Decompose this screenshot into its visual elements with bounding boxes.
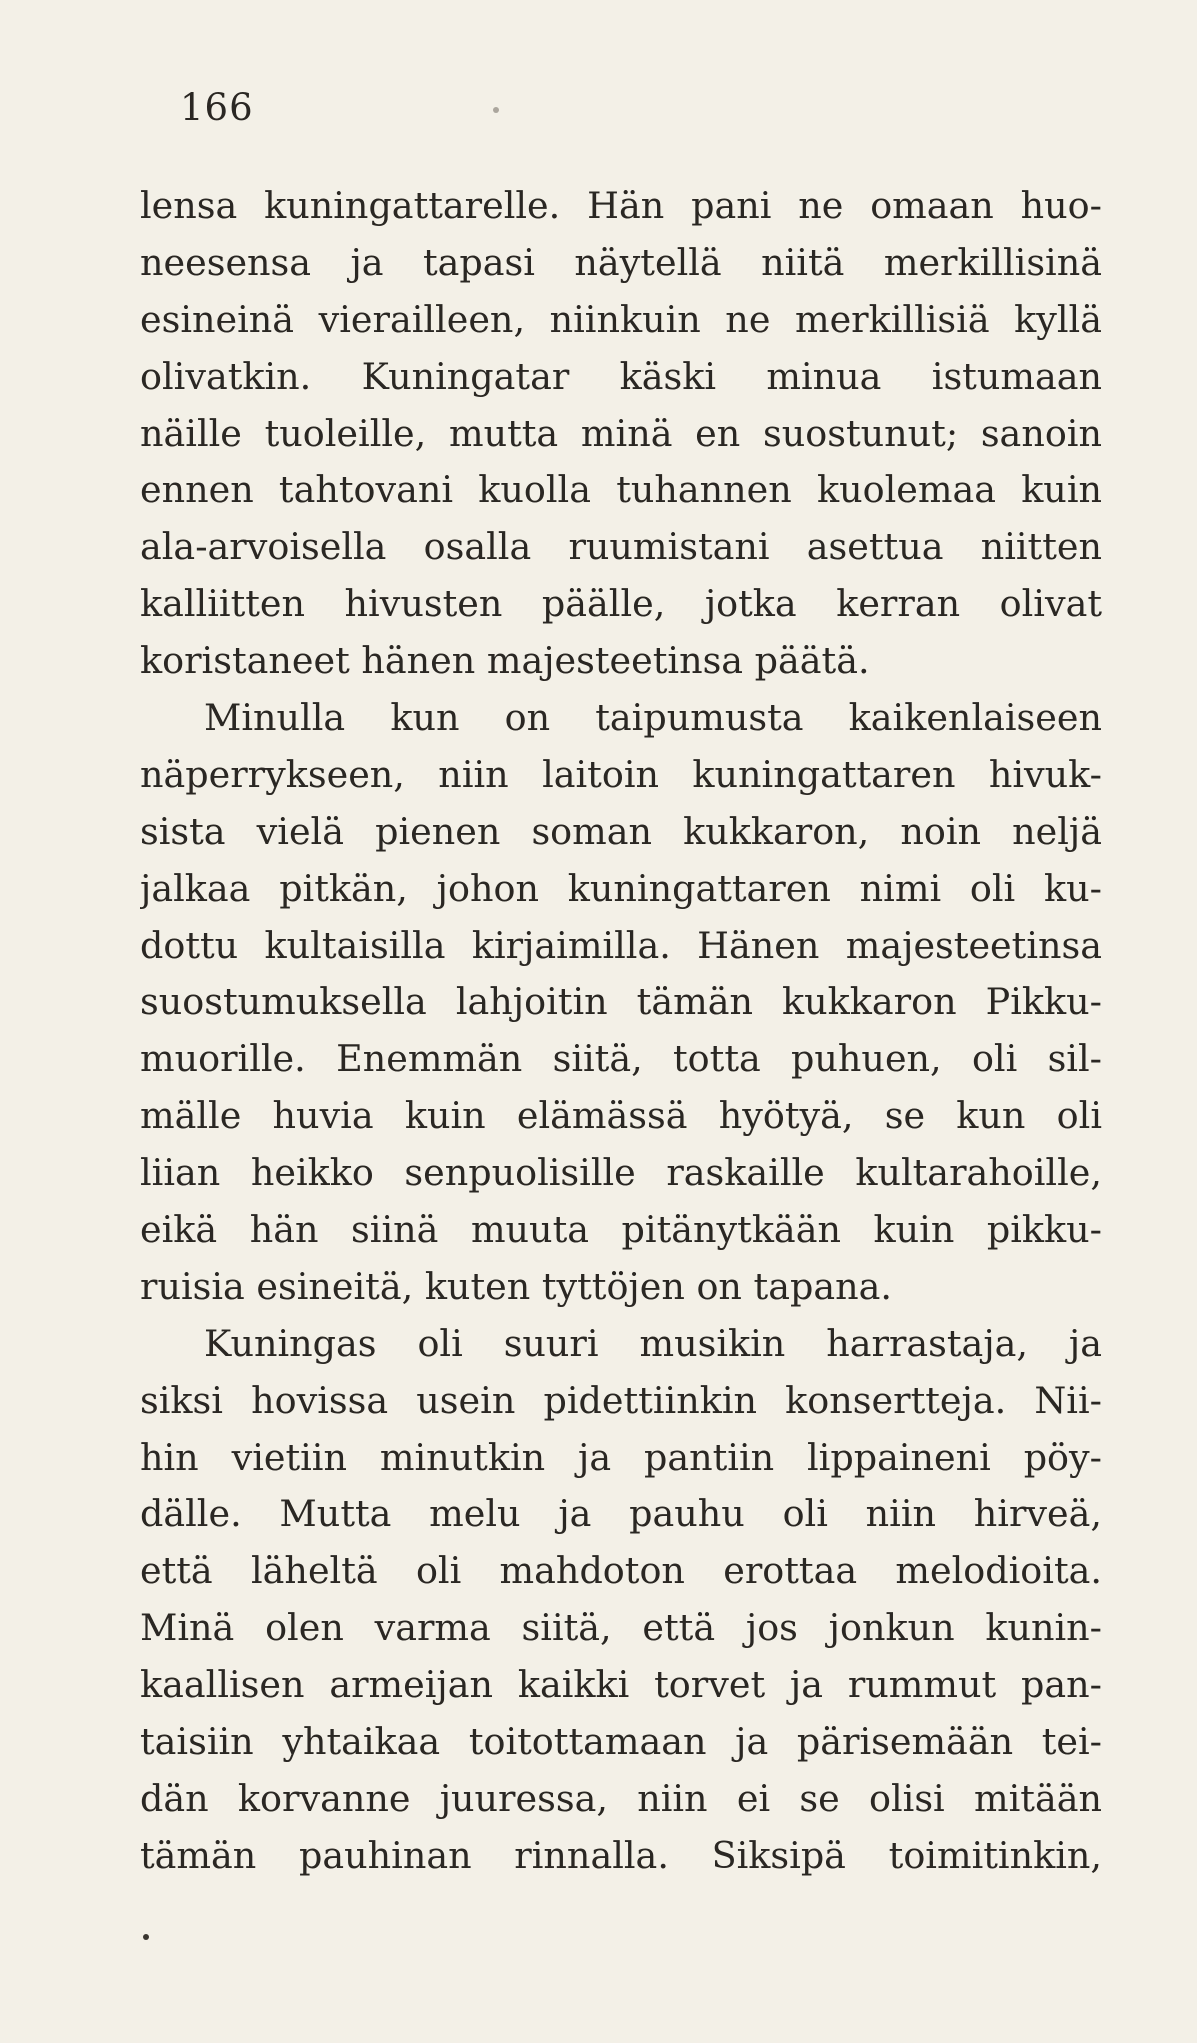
text-line: liian heikko senpuolisille raskaille kultarahoille, (140, 1151, 1102, 1195)
text-line: ala-arvoisella osalla ruumistani asettua niitten (140, 525, 1102, 569)
text-line: ennen tahtovani kuolla tuhannen kuolemaa kuin (140, 468, 1102, 512)
text-line: Minulla kun on taipumusta kaikenlaiseen (204, 696, 1102, 740)
text-line: Minä olen varma siitä, että jos jonkun kunin- (140, 1606, 1102, 1650)
page-number: 166 (180, 86, 254, 129)
text-line: neesensa ja tapasi näytellä niitä merkillisinä (140, 240, 1102, 284)
text-line: siksi hovissa usein pidettiinkin konsertteja. Nii- (140, 1378, 1102, 1422)
text-line: dän korvanne juuressa, niin ei se olisi mitään (140, 1776, 1102, 1820)
text-line: sista vielä pienen soman kukkaron, noin neljä (140, 809, 1102, 853)
text-line: suostumuksella lahjoitin tämän kukkaron Pikku- (140, 980, 1102, 1024)
text-line: ruisia esineitä, kuten tyttöjen on tapana. (140, 1264, 892, 1308)
text-line: muorille. Enemmän siitä, totta puhuen, oli sil- (140, 1037, 1102, 1081)
print-speck (493, 107, 499, 113)
text-line: näille tuoleille, mutta minä en suostunut; sanoin (140, 411, 1102, 455)
text-line: lensa kuningattarelle. Hän pani ne omaan huo- (140, 184, 1102, 227)
text-line: kaallisen armeijan kaikki torvet ja rummut pan- (140, 1663, 1102, 1707)
text-line: jalkaa pitkän, johon kuningattaren nimi oli ku- (140, 866, 1102, 910)
text-line: mälle huvia kuin elämässä hyötyä, se kun oli (140, 1094, 1102, 1138)
text-line: Kuningas oli suuri musikin harrastaja, ja (204, 1321, 1102, 1365)
text-line: koristaneet hänen majesteetinsa päätä. (140, 639, 870, 683)
text-line: eikä hän siinä muuta pitänytkään kuin pikku- (140, 1208, 1102, 1252)
text-line: taisiin yhtaikaa toitottamaan ja pärisemään tei- (140, 1720, 1102, 1764)
print-speck-bottom (143, 1934, 149, 1940)
text-line: dottu kultaisilla kirjaimilla. Hänen majesteetinsa (140, 923, 1102, 967)
text-line: kalliitten hivusten päälle, jotka kerran olivat (140, 582, 1102, 626)
text-line: dälle. Mutta melu ja pauhu oli niin hirveä, (140, 1492, 1102, 1536)
text-line: näperrykseen, niin laitoin kuningattaren hivuk- (140, 752, 1102, 796)
text-line: hin vietiin minutkin ja pantiin lippaineni pöy- (140, 1435, 1102, 1479)
text-line: että läheltä oli mahdoton erottaa melodioita. (140, 1549, 1102, 1593)
text-line: esineinä vierailleen, niinkuin ne merkillisiä kyllä (140, 297, 1102, 341)
body-text (140, 178, 1102, 1885)
text-line: tämän pauhinan rinnalla. Siksipä toimitinkin, (140, 1833, 1102, 1877)
text-line: olivatkin. Kuningatar käski minua istumaan (140, 354, 1102, 398)
